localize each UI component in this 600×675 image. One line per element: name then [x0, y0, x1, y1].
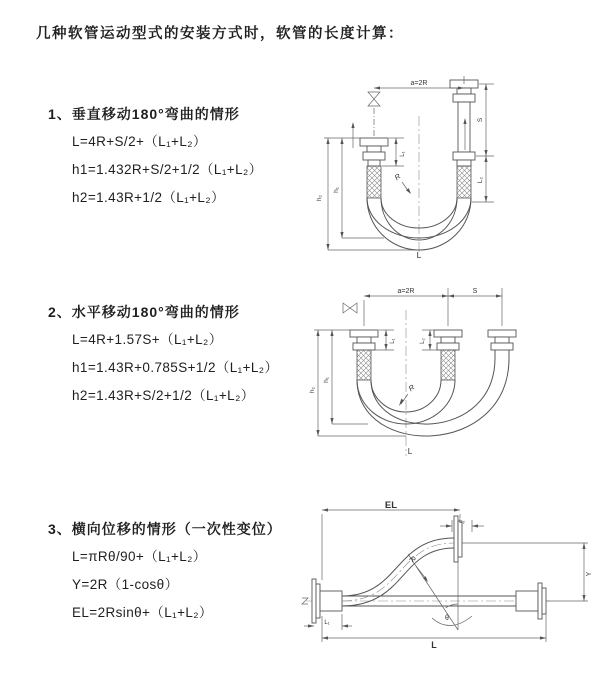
length-label: L [431, 640, 437, 650]
dim-l1-label: L₁ [390, 338, 396, 344]
section-heading: 2、水平移动180°弯曲的情形 [48, 304, 240, 320]
dim-l2-label: L₂ [420, 338, 426, 344]
formula-line: L=πRθ/90+（L₁+L₂） [72, 549, 207, 564]
formula-line: h1=1.43R+0.785S+1/2（L₁+L₂） [72, 360, 279, 375]
section-horizontal [48, 304, 278, 416]
right-fitting [450, 80, 478, 198]
dim-l2-label: L₂ [459, 519, 465, 525]
diagram-horizontal-bend-svg [306, 278, 570, 464]
formula-line: h1=1.432R+S/2+1/2（L₁+L₂） [72, 162, 263, 177]
section-lateral [48, 521, 282, 633]
radius-callout [393, 171, 411, 194]
dim-h1-label: h₁ [323, 377, 330, 383]
dimension-l2 [472, 156, 494, 202]
middle-fitting [434, 330, 462, 380]
left-fitting [360, 138, 388, 198]
dim-h2-label: h₂ [316, 194, 323, 202]
valve-icon [343, 303, 357, 313]
formula-line: L=4R+S/2+（L₁+L₂） [72, 134, 207, 149]
diagram-lateral-svg [300, 498, 596, 650]
dimension-s [476, 84, 494, 156]
formula-line: EL=2Rsinθ+（L₁+L₂） [72, 605, 213, 620]
dim-a2r-label: a=2R [410, 80, 428, 87]
left-fitting [312, 579, 342, 623]
section-heading: 3、横向位移的情形（一次性变位） [48, 521, 282, 537]
radius-label: R [406, 382, 417, 394]
angle-label: θ [445, 615, 449, 622]
length-label: L [407, 447, 413, 456]
hose-curves [357, 358, 509, 436]
left-fitting [350, 330, 378, 380]
right-fitting [488, 330, 516, 358]
dimension-el [322, 500, 460, 580]
radius-callout [399, 382, 417, 406]
angle-construction [408, 554, 472, 630]
section-heading: 1、垂直移动180°弯曲的情形 [48, 106, 240, 122]
dimension-l1 [304, 614, 352, 630]
dim-h1-label: h₁ [333, 187, 340, 193]
diagram-horizontal-bend [306, 278, 570, 464]
radius-label: R [392, 171, 403, 183]
diagram-lateral [300, 498, 596, 650]
radius-label: R [407, 553, 418, 565]
dim-y-label: Y [586, 571, 593, 577]
dimension-s [448, 288, 502, 326]
formula-line: L=4R+1.57S+（L₁+L₂） [72, 332, 223, 347]
dim-l1-label: L₁ [400, 151, 406, 157]
diagram-vertical-bend [312, 68, 568, 260]
dim-el-label: EL [384, 500, 398, 511]
dim-l1-label: L₁ [324, 620, 330, 626]
dimension-l [322, 612, 546, 650]
dim-s-label: S [472, 288, 478, 295]
formula-line: Y=2R（1-cosθ） [72, 577, 179, 592]
dim-h2-label: h₂ [309, 386, 316, 394]
length-label: L [416, 250, 422, 260]
section-vertical [48, 106, 263, 218]
diagram-vertical-bend-svg [312, 68, 568, 260]
valve-icon [368, 92, 380, 136]
dim-l2-label: L₂ [477, 176, 484, 184]
formula-line: h2=1.43R+1/2（L₁+L₂） [72, 190, 225, 205]
formula-line: h2=1.43R+S/2+1/2（L₁+L₂） [72, 388, 255, 403]
right-lower-fitting [516, 583, 546, 619]
page-title: 几种软管运动型式的安装方式时，软管的长度计算： [36, 26, 404, 42]
dim-s-label: S [477, 117, 484, 123]
dimension-a2r [364, 288, 448, 326]
dim-a2r-label: a=2R [397, 288, 415, 295]
